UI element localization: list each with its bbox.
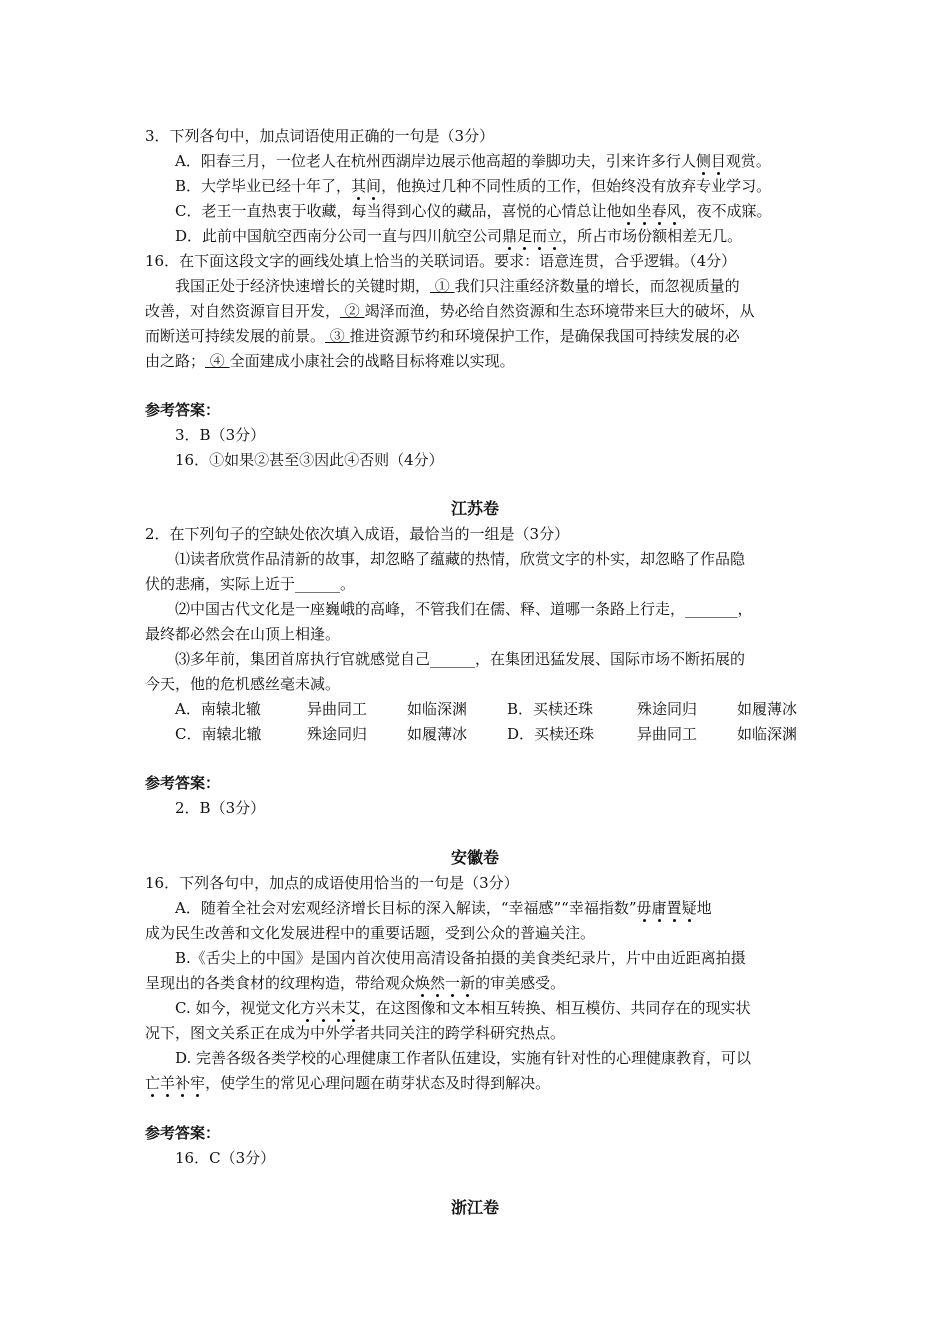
ah-option-d-1: D. 完善各级各类学校的心理健康工作者队伍建设，实施有针对性的心理健康教育，可以 — [175, 1049, 752, 1067]
js-item-2a: ⑵中国古代文化是一座巍峨的高峰，不管我们在儒、释、道哪一条路上行走，_______， — [175, 600, 753, 618]
dotted-char: 置 — [666, 899, 682, 917]
dotted-word-a — [696, 152, 726, 170]
dotted-char: 焕 — [415, 974, 431, 992]
ah-q16-stem: 16．下列各句中，加点的成语使用恰当的一句是（3分） — [145, 874, 519, 892]
option-cell: 如临深渊 — [737, 725, 798, 743]
q16-line-4: 由之路； ④ 全面建成小康社会的战略目标将难以实现。 — [145, 352, 515, 370]
section-title-zhejiang: 浙江卷 — [450, 1198, 499, 1217]
option-cell: A．南辕北辙 — [175, 700, 261, 718]
dotted-char: 春 — [651, 202, 667, 220]
blank-1: ① — [430, 277, 455, 295]
q3-option-a: A．阳春三月，一位老人在杭州西湖岸边展示他高超的拳脚功夫，引来许多行人侧目观赏。 — [175, 152, 771, 170]
section-title-anhui: 安徽卷 — [450, 848, 499, 867]
dotted-char: 方 — [300, 999, 316, 1017]
q3-stem: 3．下列各句中，加点词语使用正确的一句是（3分） — [145, 127, 495, 145]
option-cell: B．买椟还珠 — [507, 700, 594, 718]
q3-option-d: D．此前中国航空西南分公司一直与四川航空公司鼎足而立，所占市场份额相差无几。 — [175, 227, 743, 245]
q16-line-2: 改善，对自然资源盲目开发， ② 竭泽而渔，势必给自然资源和生态环境带来巨大的破坏，从 — [145, 302, 755, 320]
dotted-char: 目 — [710, 152, 726, 170]
answer-heading-2: 参考答案： — [145, 774, 221, 792]
dotted-char: 而 — [532, 227, 548, 245]
ah-option-c-2: 况下，图文关系正在成为中外学者共同关注的跨学科研究热点。 — [145, 1024, 566, 1042]
answer-2: 2．B（3分） — [175, 799, 266, 817]
q3-option-c: C．老王一直热衷于收藏，每当得到心仪的藏品，喜悦的心情总让他如坐春风，夜不成寐。 — [175, 202, 772, 220]
dotted-char: 新 — [460, 974, 476, 992]
dotted-char: 坐 — [636, 202, 652, 220]
js-item-1a: ⑴读者欣赏作品清新的故事，却忽略了蕴藏的热情，欣赏文字的朴实，却忽略了作品隐 — [175, 550, 746, 568]
option-cell: 异曲同工 — [637, 725, 698, 743]
dotted-word-ah-a — [637, 899, 697, 917]
js-item-3b: 今天，他的危机感丝毫未减。 — [145, 675, 341, 693]
dotted-char: 一 — [445, 974, 461, 992]
ah-option-b-1: B.《舌尖上的中国》是国内首次使用高清设备拍摄的美食类纪录片，片中由近距离拍摄 — [175, 949, 746, 967]
option-cell: 殊途同归 — [637, 700, 698, 718]
option-cell: C．南辕北辙 — [175, 725, 262, 743]
dotted-char: 然 — [430, 974, 446, 992]
dotted-char: 立 — [547, 227, 563, 245]
option-cell: 如履薄冰 — [737, 700, 798, 718]
dotted-char: 庸 — [651, 899, 667, 917]
dotted-char: 侧 — [695, 152, 711, 170]
blank-4: ④ — [205, 352, 230, 370]
ah-option-d-2: 亡羊补牢，使学生的常见心理问题在萌芽状态及时得到解决。 — [145, 1074, 551, 1092]
q3-option-b: B．大学毕业已经十年了，其间，他换过几种不同性质的工作，但始终没有放弃专业学习。 — [175, 177, 772, 195]
dotted-char: 补 — [175, 1074, 191, 1092]
option-cell: 殊途同归 — [307, 725, 368, 743]
dotted-char: 鼎 — [502, 227, 518, 245]
option-cell: 如临深渊 — [407, 700, 468, 718]
dotted-word-ah-d — [145, 1074, 205, 1092]
blank-3: ③ — [325, 327, 350, 345]
dotted-word-d — [502, 227, 562, 245]
js-q2-stem: 2．在下列句子的空缺处依次填入成语，最恰当的一组是（3分） — [145, 525, 570, 543]
ah-option-b-2: 呈现出的各类食材的纹理构造，带给观众焕然一新的审美感受。 — [145, 974, 566, 992]
dotted-word-ah-c — [300, 999, 360, 1017]
dotted-char: 羊 — [160, 1074, 176, 1092]
js-item-2b: 最终都必然会在山顶上相逢。 — [145, 625, 341, 643]
option-cell: D．买椟还珠 — [507, 725, 595, 743]
option-cell: 如履薄冰 — [407, 725, 468, 743]
dotted-char: 如 — [621, 202, 637, 220]
answer-1a: 3．B（3分） — [175, 426, 266, 444]
dotted-char: 间 — [366, 177, 382, 195]
ah-option-a-1: A．随着全社会对宏观经济增长目标的深入解读，“幸福感”“幸福指数”毋庸置疑地 — [175, 899, 712, 917]
dotted-word-c — [621, 202, 681, 220]
q16-line-3: 而断送可持续发展的前景。 ③ 推进资源节约和环境保护工作，是确保我国可持续发展的必 — [145, 327, 740, 345]
answer-3: 16．C（3分） — [175, 1149, 276, 1167]
q16-line-1: 我国正处于经济快速增长的关键时期， ① 我们只注重经济数量的增长，而忽视质量的 — [175, 277, 740, 295]
dotted-char: 毋 — [636, 899, 652, 917]
js-item-3a: ⑶多年前，集团首席执行官就感觉自己______，在集团迅猛发展、国际市场不断拓展的 — [175, 650, 746, 668]
dotted-char: 亡 — [145, 1074, 161, 1092]
option-cell: 异曲同工 — [307, 700, 368, 718]
dotted-char: 牢 — [190, 1074, 206, 1092]
ah-option-c-1: C. 如今，视觉文化方兴未艾，在这图像和文本相互转换、相互模仿、共同存在的现实状 — [175, 999, 751, 1017]
js-item-1b: 伏的悲痛，实际上近于______。 — [145, 575, 356, 593]
dotted-char: 兴 — [315, 999, 331, 1017]
dotted-char: 艾 — [345, 999, 361, 1017]
dotted-word-ah-b — [415, 974, 475, 992]
dotted-char: 疑 — [681, 899, 697, 917]
answer-heading-1: 参考答案： — [145, 401, 221, 419]
q16-stem: 16．在下面这段文字的画线处填上恰当的关联词语。要求：语意连贯，合乎逻辑。（4分） — [145, 252, 737, 270]
dotted-word-b — [351, 177, 381, 195]
section-title-jiangsu: 江苏卷 — [450, 499, 499, 518]
dotted-char: 足 — [517, 227, 533, 245]
dotted-char: 未 — [330, 999, 346, 1017]
answer-1b: 16．①如果②甚至③因此④否则（4分） — [175, 451, 444, 469]
blank-2: ② — [340, 302, 365, 320]
ah-option-a-2: 成为民生改善和文化发展进程中的重要话题，受到公众的普遍关注。 — [145, 924, 596, 942]
dotted-char: 风 — [666, 202, 682, 220]
answer-heading-3: 参考答案： — [145, 1124, 221, 1142]
dotted-char: 其 — [351, 177, 367, 195]
